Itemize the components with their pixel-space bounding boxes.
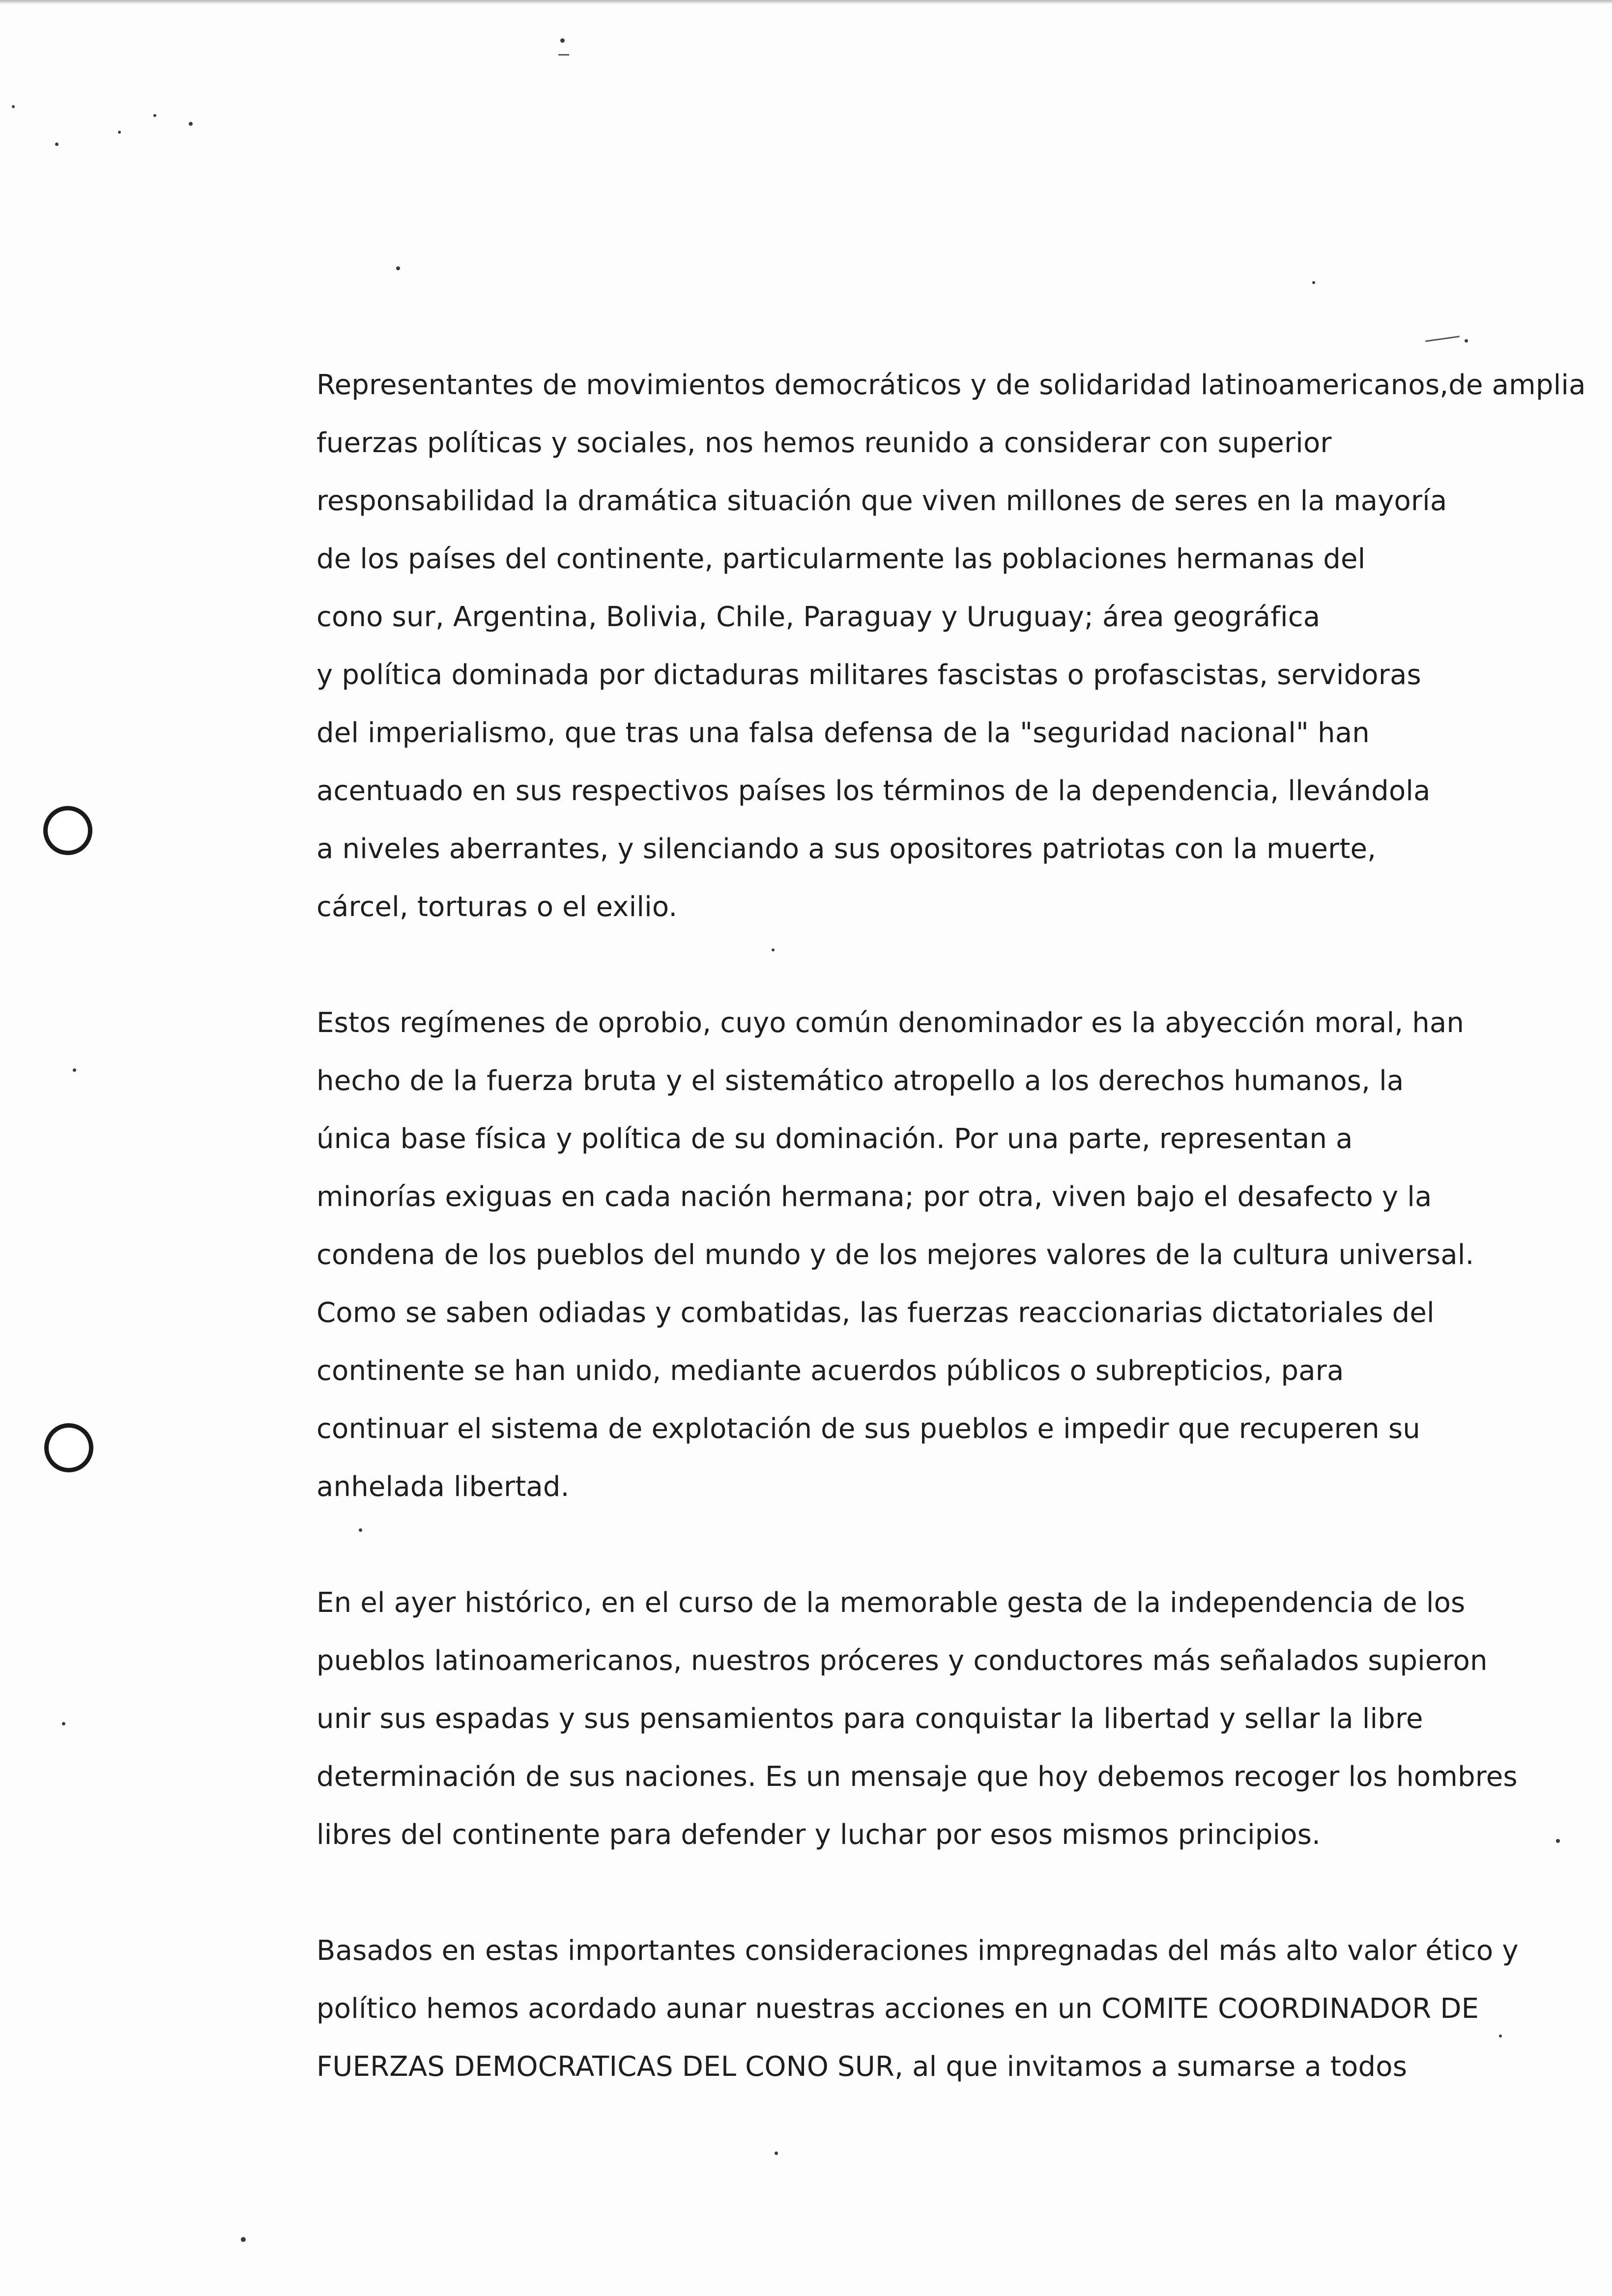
text-line: responsabilidad la dramática situación que viven millones de seres en la mayoría (317, 485, 1447, 517)
scan-speck (1312, 281, 1315, 284)
text-line: cárcel, torturas o el exilio. (317, 891, 678, 923)
scan-speck (62, 1722, 65, 1725)
scan-mark (558, 54, 569, 56)
text-line: hecho de la fuerza bruta y el sistemático atropello a los derechos humanos, la (317, 1065, 1404, 1097)
paragraph-4 (317, 1922, 1612, 2096)
paragraph-2 (317, 994, 1612, 1516)
document-body (317, 356, 1612, 2096)
text-line: acentuado en sus respectivos países los términos de la dependencia, llevándola (317, 775, 1431, 807)
text-line: Representantes de movimientos democráticos y de solidaridad latinoamericanos,de amplia (317, 369, 1586, 401)
scan-speck (241, 2237, 246, 2242)
paragraph-3 (317, 1574, 1612, 1864)
text-line: Como se saben odiadas y combatidas, las fuerzas reaccionarias dictatoriales del (317, 1297, 1435, 1329)
text-line: fuerzas políticas y sociales, nos hemos reunido a considerar con superior (317, 427, 1332, 459)
text-line: continente se han unido, mediante acuerdos públicos o subrepticios, para (317, 1355, 1344, 1387)
scan-speck (1465, 339, 1468, 343)
punch-hole-lower (44, 1423, 93, 1472)
text-line: Estos regímenes de oprobio, cuyo común denominador es la abyección moral, han (317, 1007, 1465, 1039)
text-line: libres del continente para defender y luchar por esos mismos principios. (317, 1819, 1321, 1851)
scan-speck (118, 131, 121, 134)
text-line: cono sur, Argentina, Bolivia, Chile, Paraguay y Uruguay; área geográfica (317, 601, 1321, 633)
scan-top-edge (0, 0, 1612, 4)
text-line: condena de los pueblos del mundo y de los mejores valores de la cultura universal. (317, 1239, 1474, 1271)
text-line: única base física y política de su dominación. Por una parte, representan a (317, 1123, 1353, 1155)
text-line: pueblos latinoamericanos, nuestros próceres y conductores más señalados supieron (317, 1645, 1488, 1677)
text-line: y política dominada por dictaduras militares fascistas o profascistas, servidoras (317, 659, 1421, 691)
text-line: continuar el sistema de explotación de sus pueblos e impedir que recuperen su (317, 1413, 1420, 1445)
text-line: anhelada libertad. (317, 1471, 570, 1503)
scan-speck (55, 143, 58, 146)
text-line: minorías exiguas en cada nación hermana; por otra, viven bajo el desafecto y la (317, 1181, 1432, 1213)
text-line: determinación de sus naciones. Es un mensaje que hoy debemos recoger los hombres (317, 1761, 1518, 1793)
scan-speck (12, 105, 15, 108)
text-line: de los países del continente, particularmente las poblaciones hermanas del (317, 543, 1366, 575)
scan-speck (775, 2152, 778, 2155)
text-line: unir sus espadas y sus pensamientos para conquistar la libertad y sellar la libre (317, 1703, 1423, 1735)
scan-mark (1425, 336, 1460, 342)
scan-speck (73, 1068, 76, 1072)
text-line: del imperialismo, que tras una falsa defensa de la "seguridad nacional" han (317, 717, 1370, 749)
scan-speck (396, 266, 400, 270)
text-line: En el ayer histórico, en el curso de la memorable gesta de la independencia de los (317, 1587, 1466, 1619)
text-line: Basados en estas importantes consideraciones impregnadas del más alto valor ético y (317, 1935, 1519, 1967)
text-line: político hemos acordado aunar nuestras acciones en un COMITE COORDINADOR DE (317, 1993, 1479, 2025)
text-line: a niveles aberrantes, y silenciando a sus opositores patriotas con la muerte, (317, 833, 1377, 865)
text-line: FUERZAS DEMOCRATICAS DEL CONO SUR, al que invitamos a sumarse a todos (317, 2051, 1408, 2083)
scan-speck (153, 114, 156, 117)
punch-hole-upper (43, 806, 92, 855)
scan-speck (189, 122, 193, 126)
paragraph-1 (317, 356, 1612, 936)
scan-speck (560, 38, 565, 43)
